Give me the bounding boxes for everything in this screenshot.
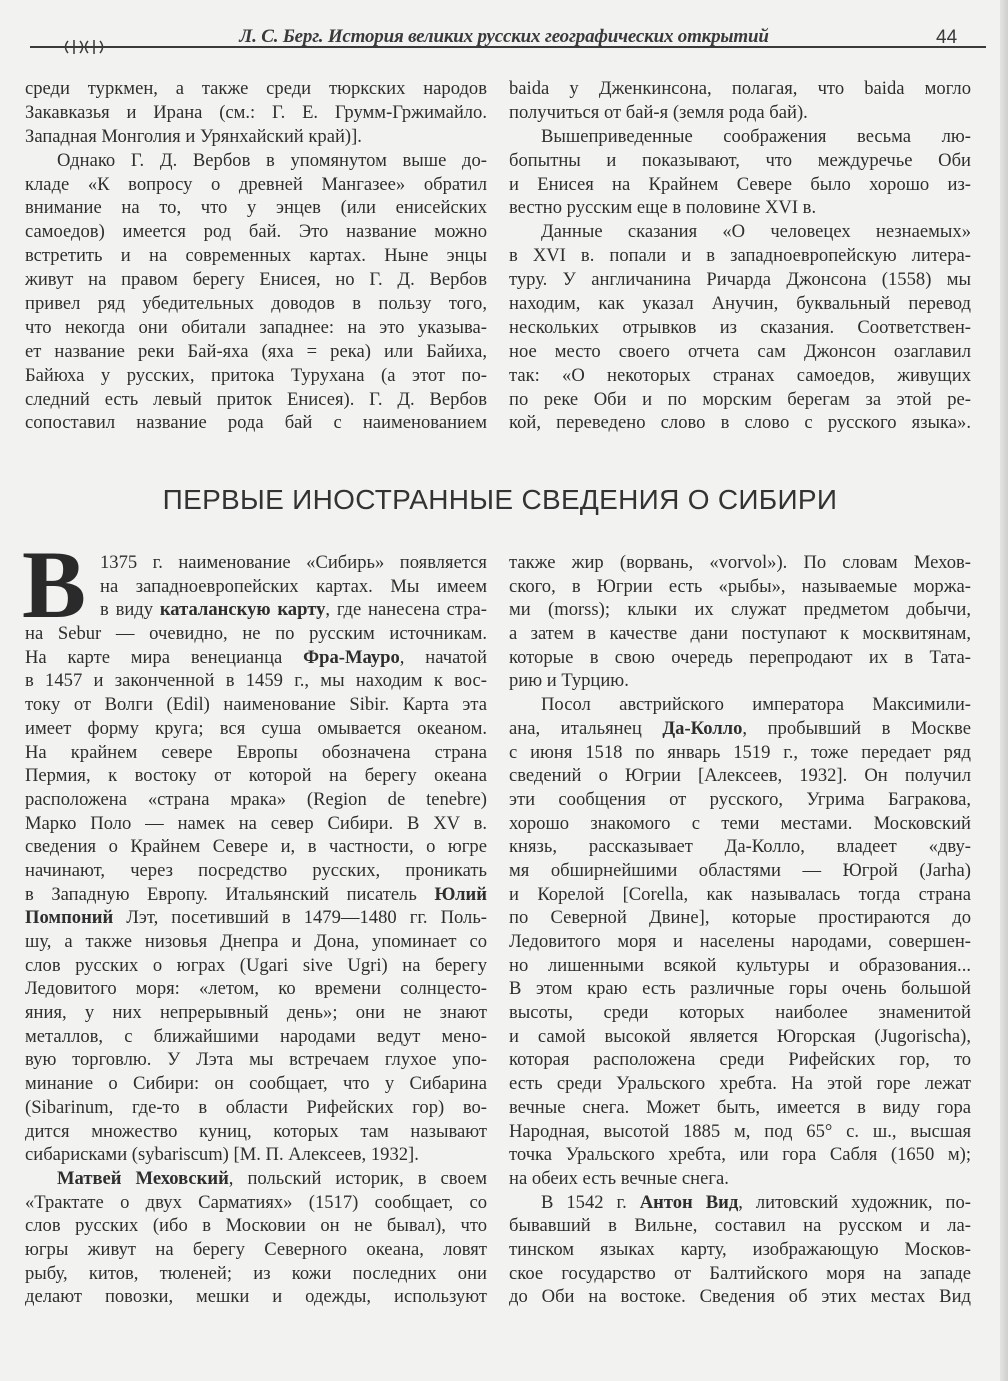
text-segment: живут на правом берегу Енисея, но Г. Д. Вербов xyxy=(25,269,487,291)
text-line xyxy=(25,930,487,954)
text-line xyxy=(509,1001,971,1025)
text-line xyxy=(25,1238,487,1262)
text-line xyxy=(25,788,487,812)
text-segment: Лэт, посетивший в 1479—1480 гг. Поль- xyxy=(113,907,487,929)
text-line xyxy=(25,316,487,340)
text-segment: слов русских (ибо в Московии он не бывал), что xyxy=(25,1215,487,1237)
text-line xyxy=(509,220,971,244)
text-segment: югры живут на берегу Северного океана, ловят xyxy=(25,1238,487,1260)
bold-name: Помпоний xyxy=(25,907,114,929)
text-line xyxy=(509,859,971,883)
text-segment: рию и Турцию. xyxy=(509,670,629,692)
bold-name: Матвей Меховский xyxy=(57,1167,229,1189)
text-segment: высоты, среди которых наиболее знаменитой xyxy=(509,1002,971,1024)
text-line xyxy=(25,764,487,788)
text-line xyxy=(25,598,487,622)
text-line xyxy=(509,883,971,907)
page-edge xyxy=(1000,0,1008,1381)
text-line xyxy=(509,788,971,812)
text-segment: кой, переведено слово в слово с русского языка». xyxy=(509,412,971,434)
text-segment: имеет форму круга; вся суша омывается океаном. xyxy=(25,717,487,739)
text-segment: слов русских о юграх (Ugari sive Ugri) на берегу xyxy=(25,954,487,976)
text-line xyxy=(25,1048,487,1072)
text-segment: которая расположена среди Рифейских гор, то xyxy=(509,1049,971,1071)
section-heading: ПЕРВЫЕ ИНОСТРАННЫЕ СВЕДЕНИЯ О СИБИРИ xyxy=(162,484,838,515)
text-segment: на Sebur — очевидно, не по русским источникам. xyxy=(25,623,487,645)
text-line xyxy=(25,149,487,173)
text-segment: среди туркмен, а также среди тюркских народов xyxy=(25,78,487,99)
text-segment: Посол австрийского императора Максимили- xyxy=(541,694,971,716)
text-segment: точка Уральского хребта, или гора Сабля (1650 м); xyxy=(509,1144,971,1166)
text-segment: князь, рассказывает Да-Колло, владеет «дву- xyxy=(509,836,971,858)
text-line xyxy=(509,292,971,316)
text-segment: по Северной Двине], которые простираются до xyxy=(509,907,971,929)
bold-name: Антон Вид xyxy=(639,1191,739,1213)
text-segment: но лишенными всякой культуры и образования... xyxy=(509,954,971,976)
drop-cap: В xyxy=(22,531,87,638)
text-line xyxy=(509,1096,971,1120)
text-line xyxy=(509,717,971,741)
text-segment: baida у Дженкинсона, полагая, что baida могло xyxy=(509,78,971,99)
text-segment: так: «О некоторых странах самоедов, живущих xyxy=(509,364,971,386)
text-line xyxy=(509,149,971,173)
text-line xyxy=(25,1143,487,1167)
text-segment: На карте мира венецианца xyxy=(25,646,304,668)
column-top-left xyxy=(25,77,487,435)
text-line xyxy=(509,954,971,978)
text-line xyxy=(509,316,971,340)
text-segment: Байюха у русских, притока Турухана (а этот по- xyxy=(25,364,487,386)
text-line xyxy=(509,598,971,622)
text-segment: делают повозки, мешки и одежды, используют xyxy=(25,1286,487,1308)
text-line xyxy=(509,646,971,670)
text-segment: бывавший в Вильне, составил на русском и ла- xyxy=(509,1215,971,1237)
text-line xyxy=(509,1167,971,1191)
text-segment: вую торговлю. У Лэта мы встречаем глухое упо- xyxy=(25,1049,487,1071)
text-segment: сопоставил название рода бай с наименованием xyxy=(25,412,487,434)
text-segment: в виду xyxy=(100,599,160,621)
text-line xyxy=(509,1120,971,1144)
text-line xyxy=(25,551,487,575)
text-line xyxy=(25,977,487,1001)
text-segment: и Корелой [Corella, как называлась тогда страна xyxy=(509,883,971,905)
text-line xyxy=(25,1072,487,1096)
text-line xyxy=(509,669,971,693)
text-segment: и самой высокой является Югорская (Jugorischa), xyxy=(509,1025,971,1047)
text-segment: самоедов) имеется род бай. Это название можно xyxy=(25,221,487,243)
text-segment: , где нанесена стра- xyxy=(325,599,487,621)
text-segment: вестно русским еще в половине XVI в. xyxy=(509,197,817,219)
text-segment: расположена «страна мрака» (Region de tenebre) xyxy=(25,788,487,810)
text-segment: хорошо знакомого с теми местами. Московский xyxy=(509,812,971,834)
text-line xyxy=(25,906,487,930)
text-line xyxy=(25,717,487,741)
text-line xyxy=(509,906,971,930)
text-line xyxy=(509,196,971,220)
text-line xyxy=(25,741,487,765)
text-segment: тинском языках карту, изображающую Москов- xyxy=(509,1238,971,1260)
text-line xyxy=(509,977,971,1001)
text-line xyxy=(25,77,487,101)
column-top-right xyxy=(509,77,971,435)
text-segment: металлов, с ближайшими народами ведут мено- xyxy=(25,1025,487,1047)
text-line xyxy=(509,1143,971,1167)
text-line xyxy=(25,388,487,412)
text-segment: шу, а также низовья Днепра и Дона, упоминает со xyxy=(25,931,487,952)
text-line xyxy=(25,196,487,220)
text-line xyxy=(25,1214,487,1238)
text-segment: Пермия, к востоку от которой на берегу океана xyxy=(25,765,487,787)
text-line xyxy=(25,575,487,599)
text-line xyxy=(509,1025,971,1049)
text-segment: которые в свою очередь перепродают их в Тата- xyxy=(509,646,971,668)
text-segment: току от Волги (Edil) наименование Sibir. Карта эта xyxy=(25,694,487,716)
text-line xyxy=(509,173,971,197)
text-segment: в XVI в. попали и в западноевропейскую литера- xyxy=(509,245,971,267)
text-line xyxy=(509,1285,971,1309)
text-line xyxy=(509,77,971,101)
running-title: Л. С. Берг. История великих русских географических открытий xyxy=(239,26,769,47)
text-segment: что некогда они обитали западнее: на это указыва- xyxy=(25,316,487,338)
text-line xyxy=(509,125,971,149)
text-line xyxy=(25,1001,487,1025)
bold-name: Фра-Мауро xyxy=(303,646,400,668)
text-line xyxy=(25,244,487,268)
text-line xyxy=(25,340,487,364)
text-line xyxy=(25,1262,487,1286)
text-line xyxy=(25,859,487,883)
text-line xyxy=(509,835,971,859)
text-segment: также жир (ворвань, «vorvol»). По словам Мехов- xyxy=(509,552,971,573)
text-line xyxy=(25,268,487,292)
text-segment: В 1542 г. xyxy=(541,1191,640,1213)
bold-name: Да-Колло xyxy=(662,717,743,739)
text-segment: ное место своего отчета сам Джонсон озаглавил xyxy=(509,340,971,362)
text-segment: «Трактате о двух Сарматиях» (1517) сообщает, со xyxy=(25,1191,487,1213)
text-line xyxy=(25,411,487,435)
text-line xyxy=(509,741,971,765)
text-segment: Вышеприведенные соображения весьма лю- xyxy=(541,125,971,147)
text-segment: 1375 г. наименование «Сибирь» появляется xyxy=(100,552,487,573)
text-segment: , литовский художник, по- xyxy=(738,1191,971,1213)
text-segment: до Оби на востоке. Сведения об этих местах Вид xyxy=(509,1286,971,1308)
text-segment: ми (morss); клыки их служат предметом добычи, xyxy=(509,599,971,621)
text-line xyxy=(509,930,971,954)
text-segment: На крайнем севере Европы обозначена страна xyxy=(25,741,487,763)
text-line xyxy=(509,244,971,268)
text-segment: Западная Монголия и Урянхайский край)]. xyxy=(25,125,362,147)
text-line xyxy=(509,1072,971,1096)
text-line xyxy=(509,1191,971,1215)
text-segment: , пробывший в Москве xyxy=(742,717,971,739)
text-segment: Народная, высотой 1885 м, под 65° с. ш., высшая xyxy=(509,1120,971,1142)
text-line xyxy=(25,835,487,859)
text-segment: ет название реки Бай-яха (яха = река) или Байиха, xyxy=(25,340,487,362)
text-segment: а затем в качестве дани поступают к москвитянам, xyxy=(509,623,971,645)
text-line xyxy=(509,268,971,292)
text-segment: ское государство от Балтийского моря на западе xyxy=(509,1262,971,1284)
text-segment: следний есть левый приток Енисея). Г. Д. Вербов xyxy=(25,388,487,410)
text-segment: на западноевропейских картах. Мы имеем xyxy=(100,575,487,597)
text-line xyxy=(509,575,971,599)
text-line xyxy=(25,1120,487,1144)
text-line xyxy=(25,173,487,197)
text-line xyxy=(25,1191,487,1215)
text-segment: бопытны и показывают, что междуречье Оби xyxy=(509,149,971,171)
text-segment: нескольких отрывков из сказания. Соответствен- xyxy=(509,316,971,338)
text-segment: получиться от бай-я (земля рода бай). xyxy=(509,101,808,123)
text-segment: , начатой xyxy=(399,646,487,668)
text-segment: Закавказья и Ирана (см.: Г. Е. Грумм-Гржимайло. xyxy=(25,101,487,123)
text-segment: мя обширнейшими областями — Югрой (Jarha) xyxy=(509,859,971,881)
text-line xyxy=(509,411,971,435)
text-line xyxy=(509,340,971,364)
bold-name: каталанскую карту xyxy=(159,599,326,621)
text-line xyxy=(509,364,971,388)
text-segment: яния, у них непрерывный день»; они не знают xyxy=(25,1002,487,1024)
text-line xyxy=(509,764,971,788)
column-bottom-right xyxy=(509,551,971,1309)
text-segment: В этом краю есть различные горы очень большой xyxy=(509,978,971,1000)
column-bottom-left xyxy=(25,551,487,1309)
bold-name: Юлий xyxy=(434,883,487,905)
text-line xyxy=(509,1238,971,1262)
text-line xyxy=(509,1262,971,1286)
text-line xyxy=(25,954,487,978)
text-line xyxy=(509,693,971,717)
page-number: 44 xyxy=(936,27,958,48)
text-line xyxy=(25,1167,487,1191)
text-line xyxy=(25,693,487,717)
text-line xyxy=(25,292,487,316)
text-segment: Ледовитого моря: «летом, ко времени солнцесто- xyxy=(25,978,487,1000)
text-segment: начинают, через посредство русских, проникать xyxy=(25,859,487,881)
text-segment: , польский историк, в своем xyxy=(228,1167,487,1189)
text-segment: в Западную Европу. Итальянский писатель xyxy=(25,883,435,905)
text-segment: эти сообщения от русского, Угрима Багракова, xyxy=(509,788,971,810)
text-line xyxy=(509,812,971,836)
text-segment: сведений о Югрии [Алексеев, 1932]. Он получил xyxy=(509,765,971,787)
text-segment: с июня 1518 по январь 1519 г., тоже передает ряд xyxy=(509,741,971,763)
text-line xyxy=(509,622,971,646)
text-segment: Марко Поло — намек на север Сибири. В XV в. xyxy=(25,812,487,834)
text-segment: минание о Сибири: он сообщает, что у Сибарина xyxy=(25,1073,487,1095)
text-segment: сведения о Крайнем Севере и, в частности, о югре xyxy=(25,836,487,858)
text-segment: (Sibarinum, где-то в области Рифейских гор) во- xyxy=(25,1096,487,1118)
text-line xyxy=(25,125,487,149)
text-line xyxy=(25,622,487,646)
text-line xyxy=(25,1025,487,1049)
text-segment: ана, итальянец xyxy=(509,717,663,739)
text-line xyxy=(509,388,971,412)
text-segment: Однако Г. Д. Вербов в упомянутом выше до- xyxy=(57,149,487,171)
text-segment: Данные сказания «О человецех незнаемых» xyxy=(541,221,971,243)
text-segment: сибарисками (sybariscum) [М. П. Алексеев, 1932]. xyxy=(25,1144,419,1166)
text-line xyxy=(25,669,487,693)
text-line xyxy=(25,101,487,125)
text-segment: туру. У англичанина Ричарда Джонсона (1558) мы xyxy=(509,269,971,291)
text-segment: ского, в Югрии есть «рыбы», называемые моржа- xyxy=(509,575,971,597)
text-segment: встретить и на современных картах. Ныне энцы xyxy=(25,245,487,267)
text-segment: есть среди Уральского хребта. На этой горе лежат xyxy=(509,1073,971,1095)
text-segment: привел ряд убедительных доводов в пользу того, xyxy=(25,293,487,315)
text-line xyxy=(25,364,487,388)
text-segment: и Енисея на Крайнем Севере было хорошо из- xyxy=(509,173,971,195)
text-line xyxy=(509,1214,971,1238)
text-line xyxy=(25,1096,487,1120)
text-segment: дится множество куниц, которых там называют xyxy=(25,1120,487,1142)
text-line xyxy=(25,1285,487,1309)
text-line xyxy=(509,551,971,575)
text-segment: в 1457 и законченной в 1459 г., мы находим к вос- xyxy=(25,670,487,692)
text-segment: рыбу, китов, тюленей; из кожи последних они xyxy=(25,1262,487,1284)
text-segment: находим, как указал Анучин, буквальный перевод xyxy=(509,293,971,315)
text-segment: на обеих есть вечные снега. xyxy=(509,1167,729,1189)
text-line xyxy=(25,220,487,244)
text-line xyxy=(25,646,487,670)
text-segment: по реке Оби и по морским берегам за этой ре- xyxy=(509,388,971,410)
text-line xyxy=(509,101,971,125)
text-line xyxy=(25,883,487,907)
text-line xyxy=(25,812,487,836)
text-segment: внимание на то, что у энцев (или енисейских xyxy=(25,197,487,219)
text-line xyxy=(509,1048,971,1072)
text-segment: вечные снега. Может быть, имеется в виду гора xyxy=(509,1096,971,1118)
text-segment: Ледовитого моря и населены народами, совершен- xyxy=(509,931,971,952)
text-segment: кладе «К вопросу о древней Мангазее» обратил xyxy=(25,173,487,195)
